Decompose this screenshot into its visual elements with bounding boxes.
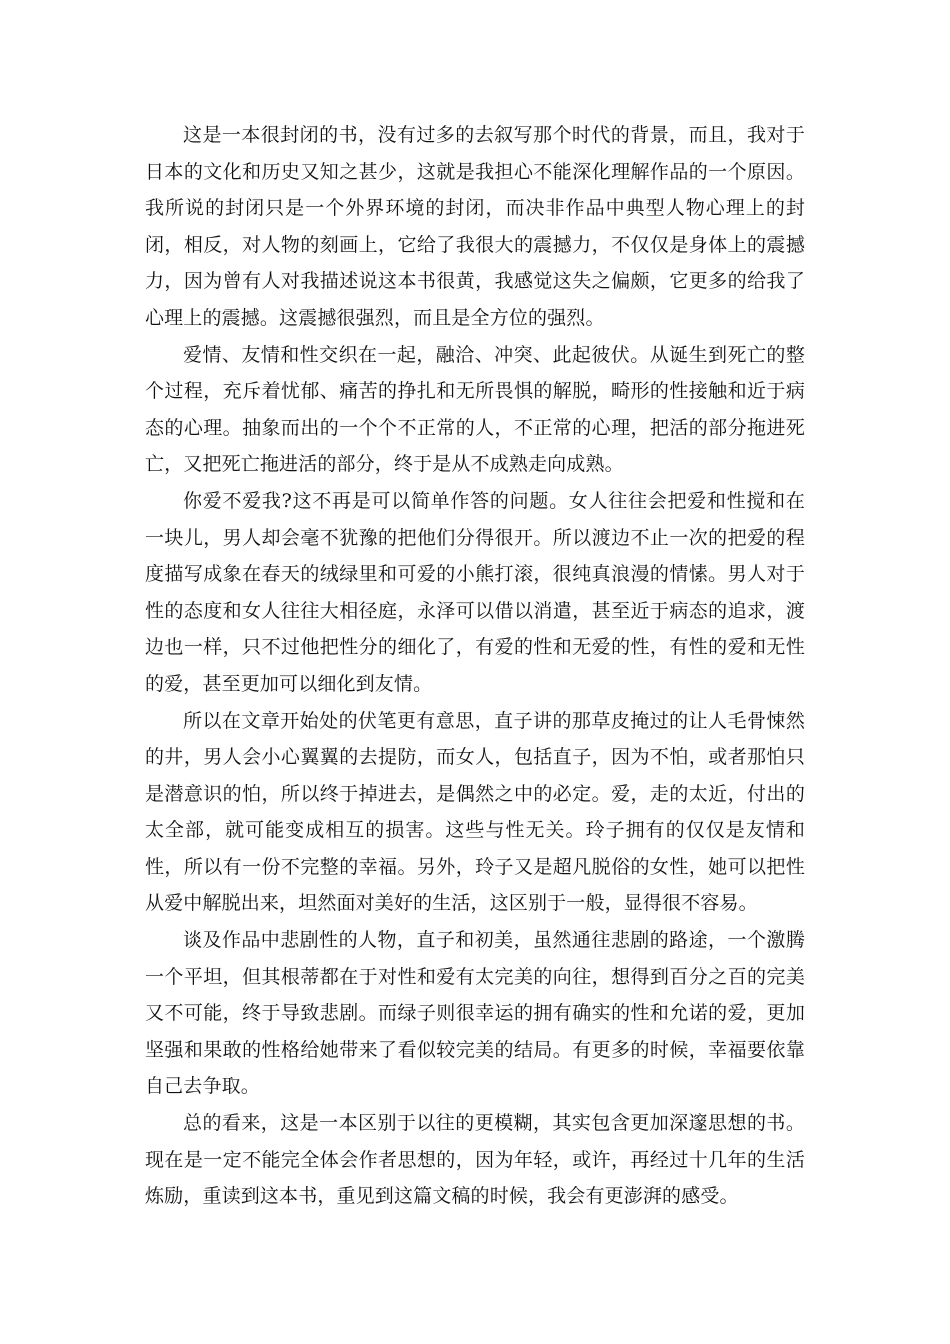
paragraph-5: 谈及作品中悲剧性的人物，直子和初美，虽然通往悲剧的路途，一个激腾一个平坦，但其根蒂都在于对性和爱有太完美的向往，想得到百分之百的完美又不可能，终于导致悲剧。而绿子则很幸运的拥有确实的性和允诺的爱，更加坚强和果敢的性格给她带来了看似较完美的结局。有更多的时候，幸福要依靠自己去争取。 [145,929,805,1098]
paragraph-4: 所以在文章开始处的伏笔更有意思，直子讲的那草皮掩过的让人毛骨悚然的井，男人会小心翼翼的去提防，而女人，包括直子，因为不怕，或者那怕只是潜意识的怕，所以终于掉进去，是偶然之中的必定。爱，走的太近，付出的太全部，就可能变成相互的损害。这些与性无关。玲子拥有的仅仅是友情和性，所以有一份不完整的幸福。另外，玲子又是超凡脱俗的女性，她可以把性从爱中解脱出来，坦然面对美好的生活，这区别于一般，显得很不容易。 [145,709,805,915]
paragraph-3: 你爱不爱我?这不再是可以简单作答的问题。女人往往会把爱和性搅和在一块儿，男人却会毫不犹豫的把他们分得很开。所以渡边不止一次的把爱的程度描写成象在春天的绒绿里和可爱的小熊打滚，很纯真浪漫的情愫。男人对于性的态度和女人往往大相径庭，永泽可以借以消遣，甚至近于病态的追求，渡边也一样，只不过他把性分的细化了，有爱的性和无爱的性，有性的爱和无性的爱，甚至更加可以细化到友情。 [145,489,805,695]
paragraph-6: 总的看来，这是一本区别于以往的更模糊，其实包含更加深邃思想的书。现在是一定不能完全体会作者思想的，因为年轻，或许，再经过十几年的生活炼励，重读到这本书，重见到这篇文稿的时候，我会有更澎湃的感受。 [145,1112,805,1208]
document-body [145,117,805,1215]
paragraph-2: 爱情、友情和性交织在一起，融洽、冲突、此起彼伏。从诞生到死亡的整个过程，充斥着忧郁、痛苦的挣扎和无所畏惧的解脱，畸形的性接触和近于病态的心理。抽象而出的一个个不正常的人，不正常的心理，把活的部分拖进死亡，又把死亡拖进活的部分，终于是从不成熟走向成熟。 [145,343,805,476]
paragraph-1: 这是一本很封闭的书，没有过多的去叙写那个时代的背景，而且，我对于日本的文化和历史又知之甚少，这就是我担心不能深化理解作品的一个原因。我所说的封闭只是一个外界环境的封闭，而决非作品中典型人物心理上的封闭，相反，对人物的刻画上，它给了我很大的震撼力，不仅仅是身体上的震撼力，因为曾有人对我描述说这本书很黄，我感觉这失之偏颇，它更多的给我了心理上的震撼。这震撼很强烈，而且是全方位的强烈。 [145,124,805,329]
